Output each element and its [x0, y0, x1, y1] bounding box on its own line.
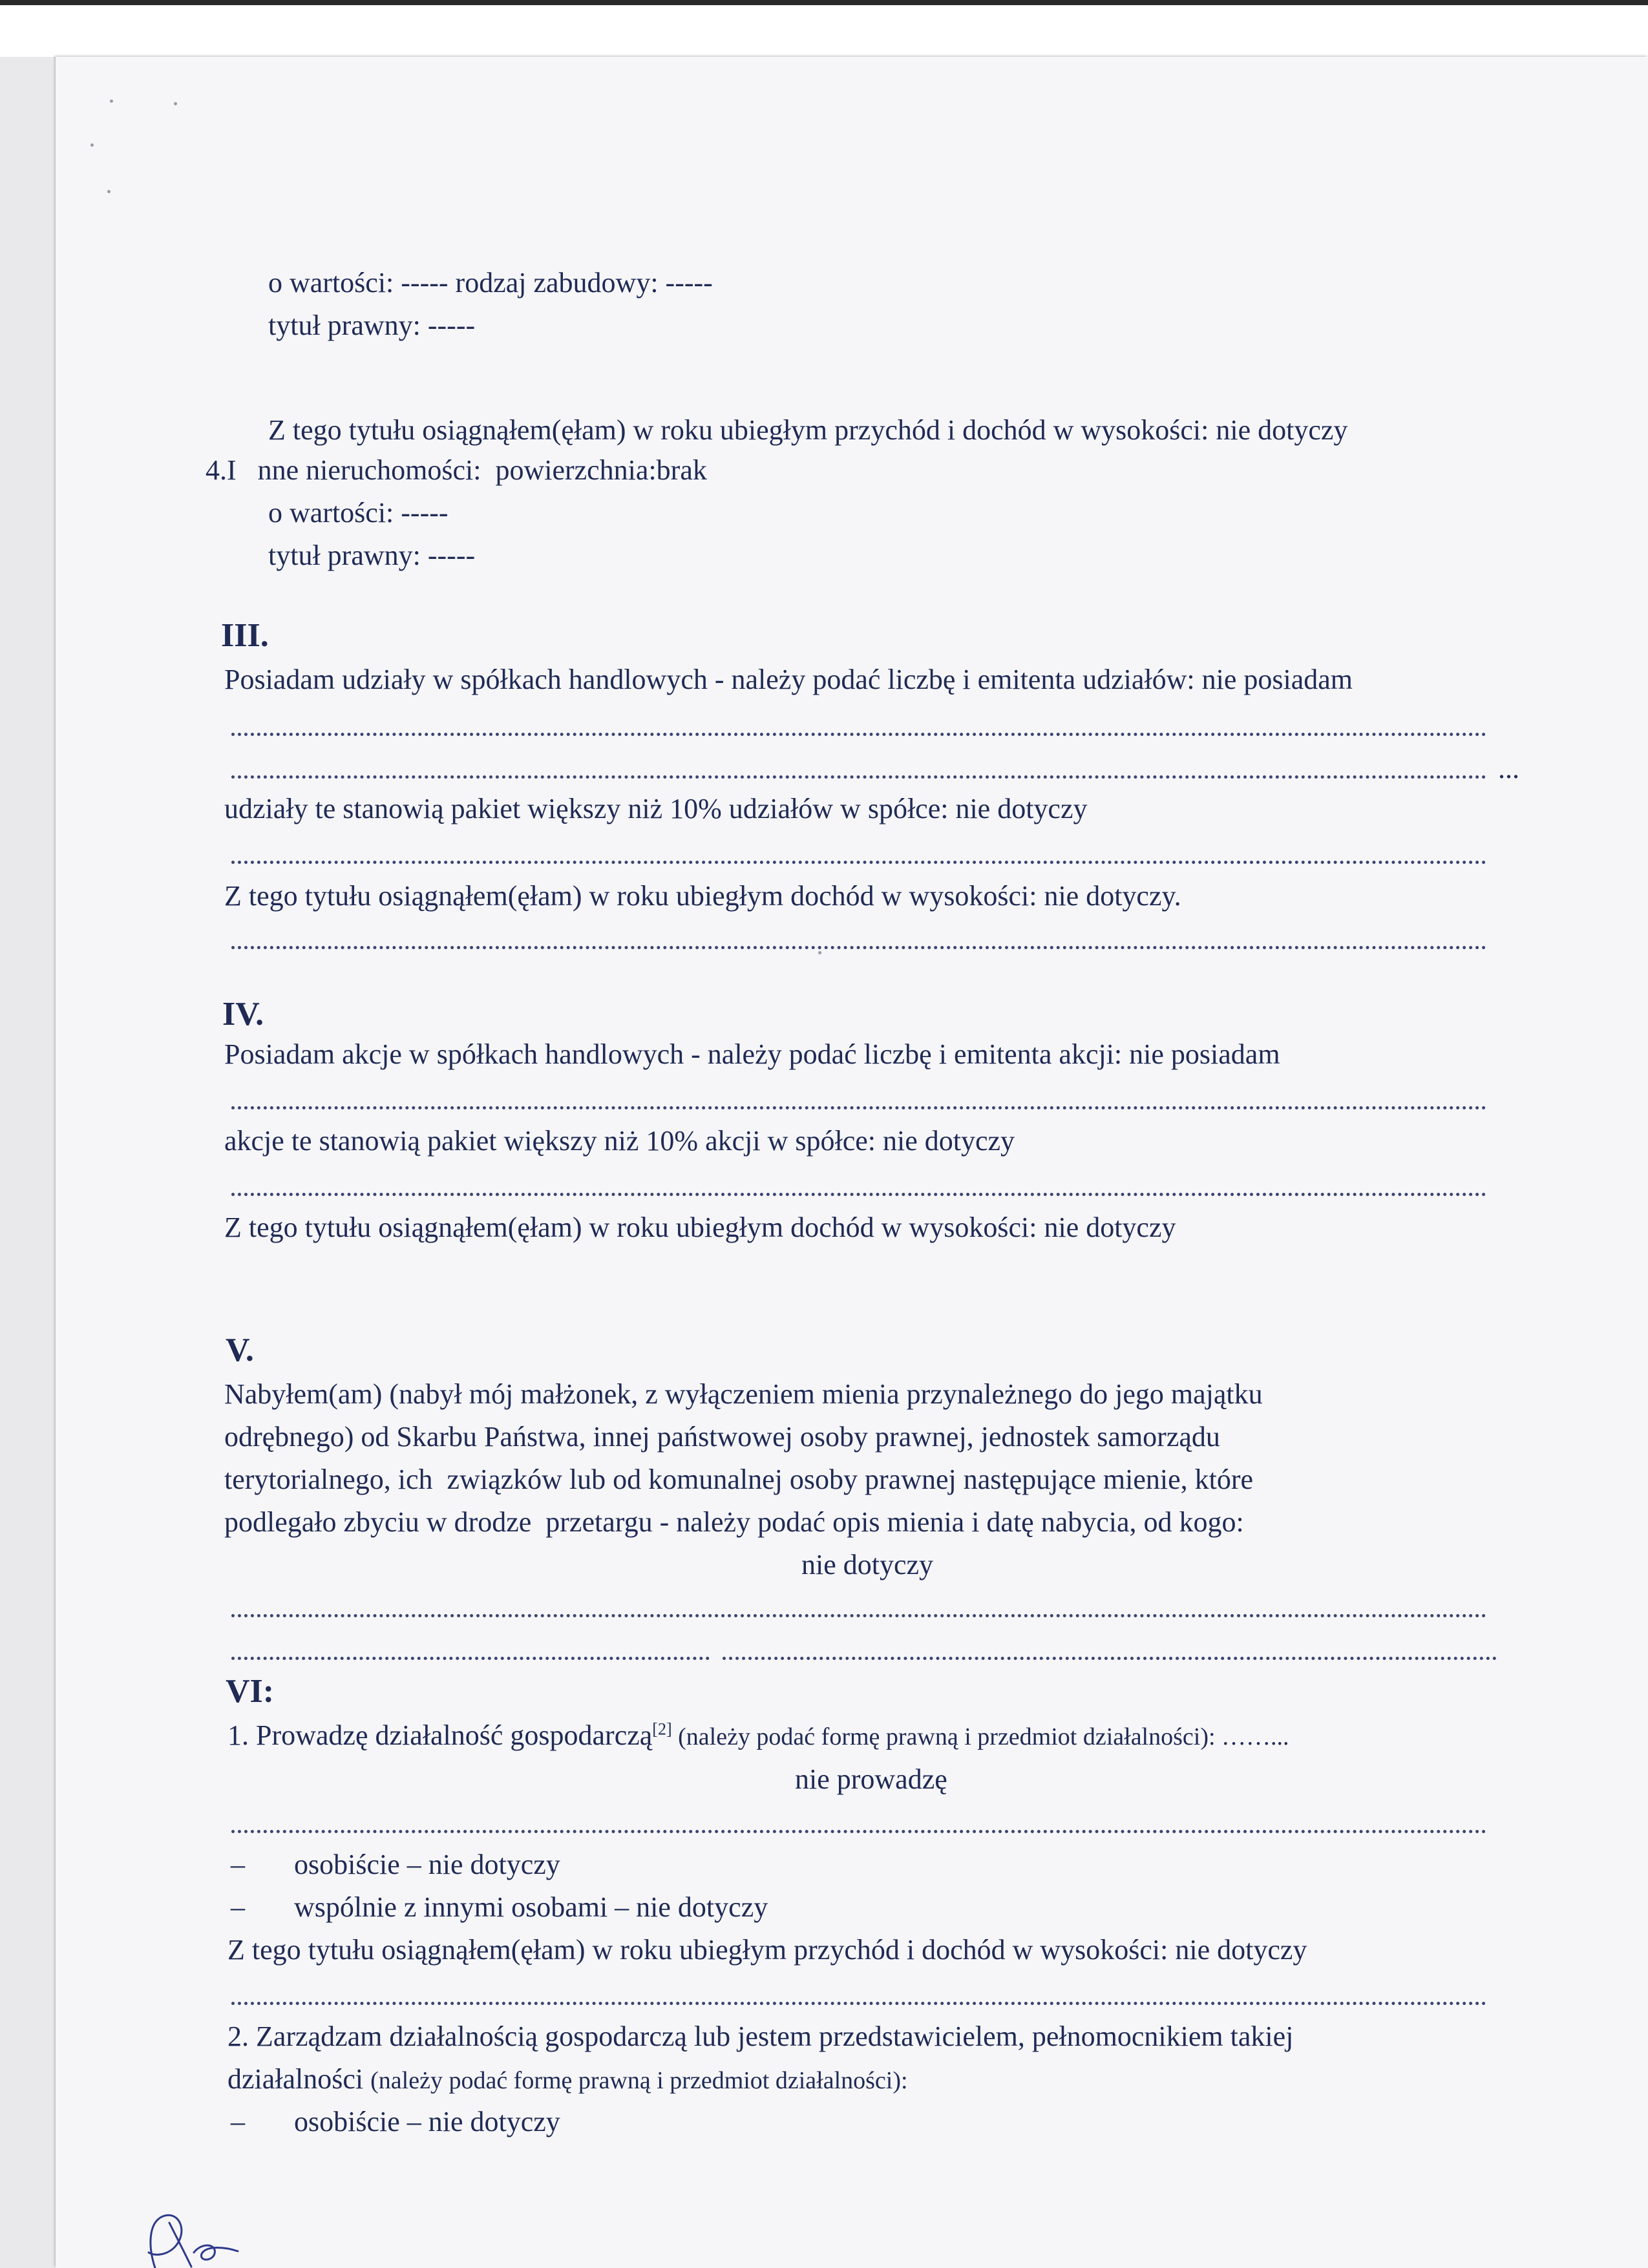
section-6-personally: osobiście – nie dotyczy	[294, 1849, 560, 1880]
section-4-heading: IV.	[222, 996, 264, 1033]
section-5-line-1: Nabyłem(am) (nabył mój małżonek, z wyłączeniem mienia przynależnego do jego majątku	[224, 1378, 1263, 1410]
section-6-item-2-line-2	[227, 2065, 908, 2094]
item-1-text: 1. Prowadzę działalność gospodarczą	[227, 1719, 653, 1751]
line-income: Z tego tytułu osiągnąłem(ęłam) w roku ubiegłym przychód i dochód w wysokości: nie dotyczy	[268, 414, 1348, 446]
scan-margin	[0, 0, 1648, 57]
section-5-line-3: terytorialnego, ich związków lub od komunalnej osoby prawnej następujące mienie, które	[224, 1464, 1254, 1495]
scan-speck	[110, 100, 113, 103]
dotted-fill-line	[231, 775, 1486, 779]
dotted-fill-line	[723, 1657, 1497, 1660]
section-6-jointly: wspólnie z innymi osobami – nie dotyczy	[294, 1891, 768, 1923]
scan-speck	[174, 102, 177, 105]
item-2-text: działalności	[227, 2063, 371, 2095]
dotted-fill-line	[231, 1614, 1486, 1617]
scan-speck	[107, 190, 111, 193]
section-5-line-4: podlegało zbyciu w drodze przetargu - należy podać opis mienia i datę nabycia, od kogo:	[224, 1506, 1244, 1538]
scan-edge-shadow	[0, 0, 1648, 5]
dotted-fill-line	[231, 1106, 1486, 1109]
section-6-item-1	[227, 1721, 1289, 1750]
footnote-ref: [2]	[652, 1719, 672, 1739]
bullet-dash: –	[231, 2106, 245, 2137]
dotted-fill-line	[231, 1193, 1486, 1196]
section-6-manage-personally: osobiście – nie dotyczy	[294, 2106, 560, 2137]
line-legal-title: tytuł prawny: -----	[268, 310, 476, 341]
section-5-line-2: odrębnego) od Skarbu Państwa, innej państwowej osoby prawnej, jednostek samorządu	[224, 1421, 1220, 1453]
section-3-share-package: udziały te stanowią pakiet większy niż 10% udziałów w spółce: nie dotyczy	[224, 793, 1088, 824]
section-6-heading: VI:	[226, 1673, 275, 1710]
bullet-dash: –	[231, 1891, 245, 1923]
line-other-real-estate: 4.I nne nieruchomości: powierzchnia:brak	[206, 454, 707, 486]
section-4-income: Z tego tytułu osiągnąłem(ęłam) w roku ubiegłym dochód w wysokości: nie dotyczy	[224, 1212, 1176, 1243]
dotted-fill-line	[231, 1830, 1486, 1833]
line-value: o wartości: -----	[268, 497, 449, 529]
dotted-fill-line	[231, 1657, 710, 1660]
section-6-item-1-answer: nie prowadzę	[795, 1763, 947, 1795]
dotted-fill-line	[231, 733, 1486, 736]
dotted-fill-line	[231, 2002, 1486, 2005]
section-6-item-2-line-1: 2. Zarządzam działalnością gospodarczą lub jestem przedstawicielem, pełnomocnikiem takiej	[227, 2021, 1294, 2052]
section-6-income: Z tego tytułu osiągnąłem(ęłam) w roku ubiegłym przychód i dochód w wysokości: nie dotyczy	[227, 1934, 1307, 1966]
section-3-income: Z tego tytułu osiągnąłem(ęłam) w roku ubiegłym dochód w wysokości: nie dotyczy.	[224, 880, 1181, 912]
dotted-fill-line	[231, 946, 1486, 949]
section-4-stocks: Posiadam akcje w spółkach handlowych - należy podać liczbę i emitenta akcji: nie posiadam	[224, 1038, 1280, 1070]
section-5-heading: V.	[226, 1332, 254, 1369]
bullet-dash: –	[231, 1849, 245, 1880]
item-1-instruction: (należy podać formę prawną i przedmiot działalności): ……...	[671, 1723, 1289, 1750]
line-legal-title-2: tytuł prawny: -----	[268, 540, 476, 571]
line-value-building: o wartości: ----- rodzaj zabudowy: -----	[268, 267, 713, 299]
trailing-dots: ...	[1498, 753, 1519, 784]
scan-speck	[818, 951, 821, 954]
section-4-stock-package: akcje te stanowią pakiet większy niż 10% akcji w spółce: nie dotyczy	[224, 1125, 1015, 1157]
section-5-answer: nie dotyczy	[801, 1549, 934, 1580]
section-3-shares: Posiadam udziały w spółkach handlowych - należy podać liczbę i emitenta udziałów: nie posiadam	[224, 664, 1353, 695]
dotted-fill-line	[231, 861, 1486, 864]
section-3-heading: III.	[221, 617, 269, 654]
signature-fragment	[129, 2197, 259, 2268]
item-2-instruction: (należy podać formę prawną i przedmiot działalności):	[370, 2067, 908, 2094]
scan-speck	[90, 143, 94, 147]
